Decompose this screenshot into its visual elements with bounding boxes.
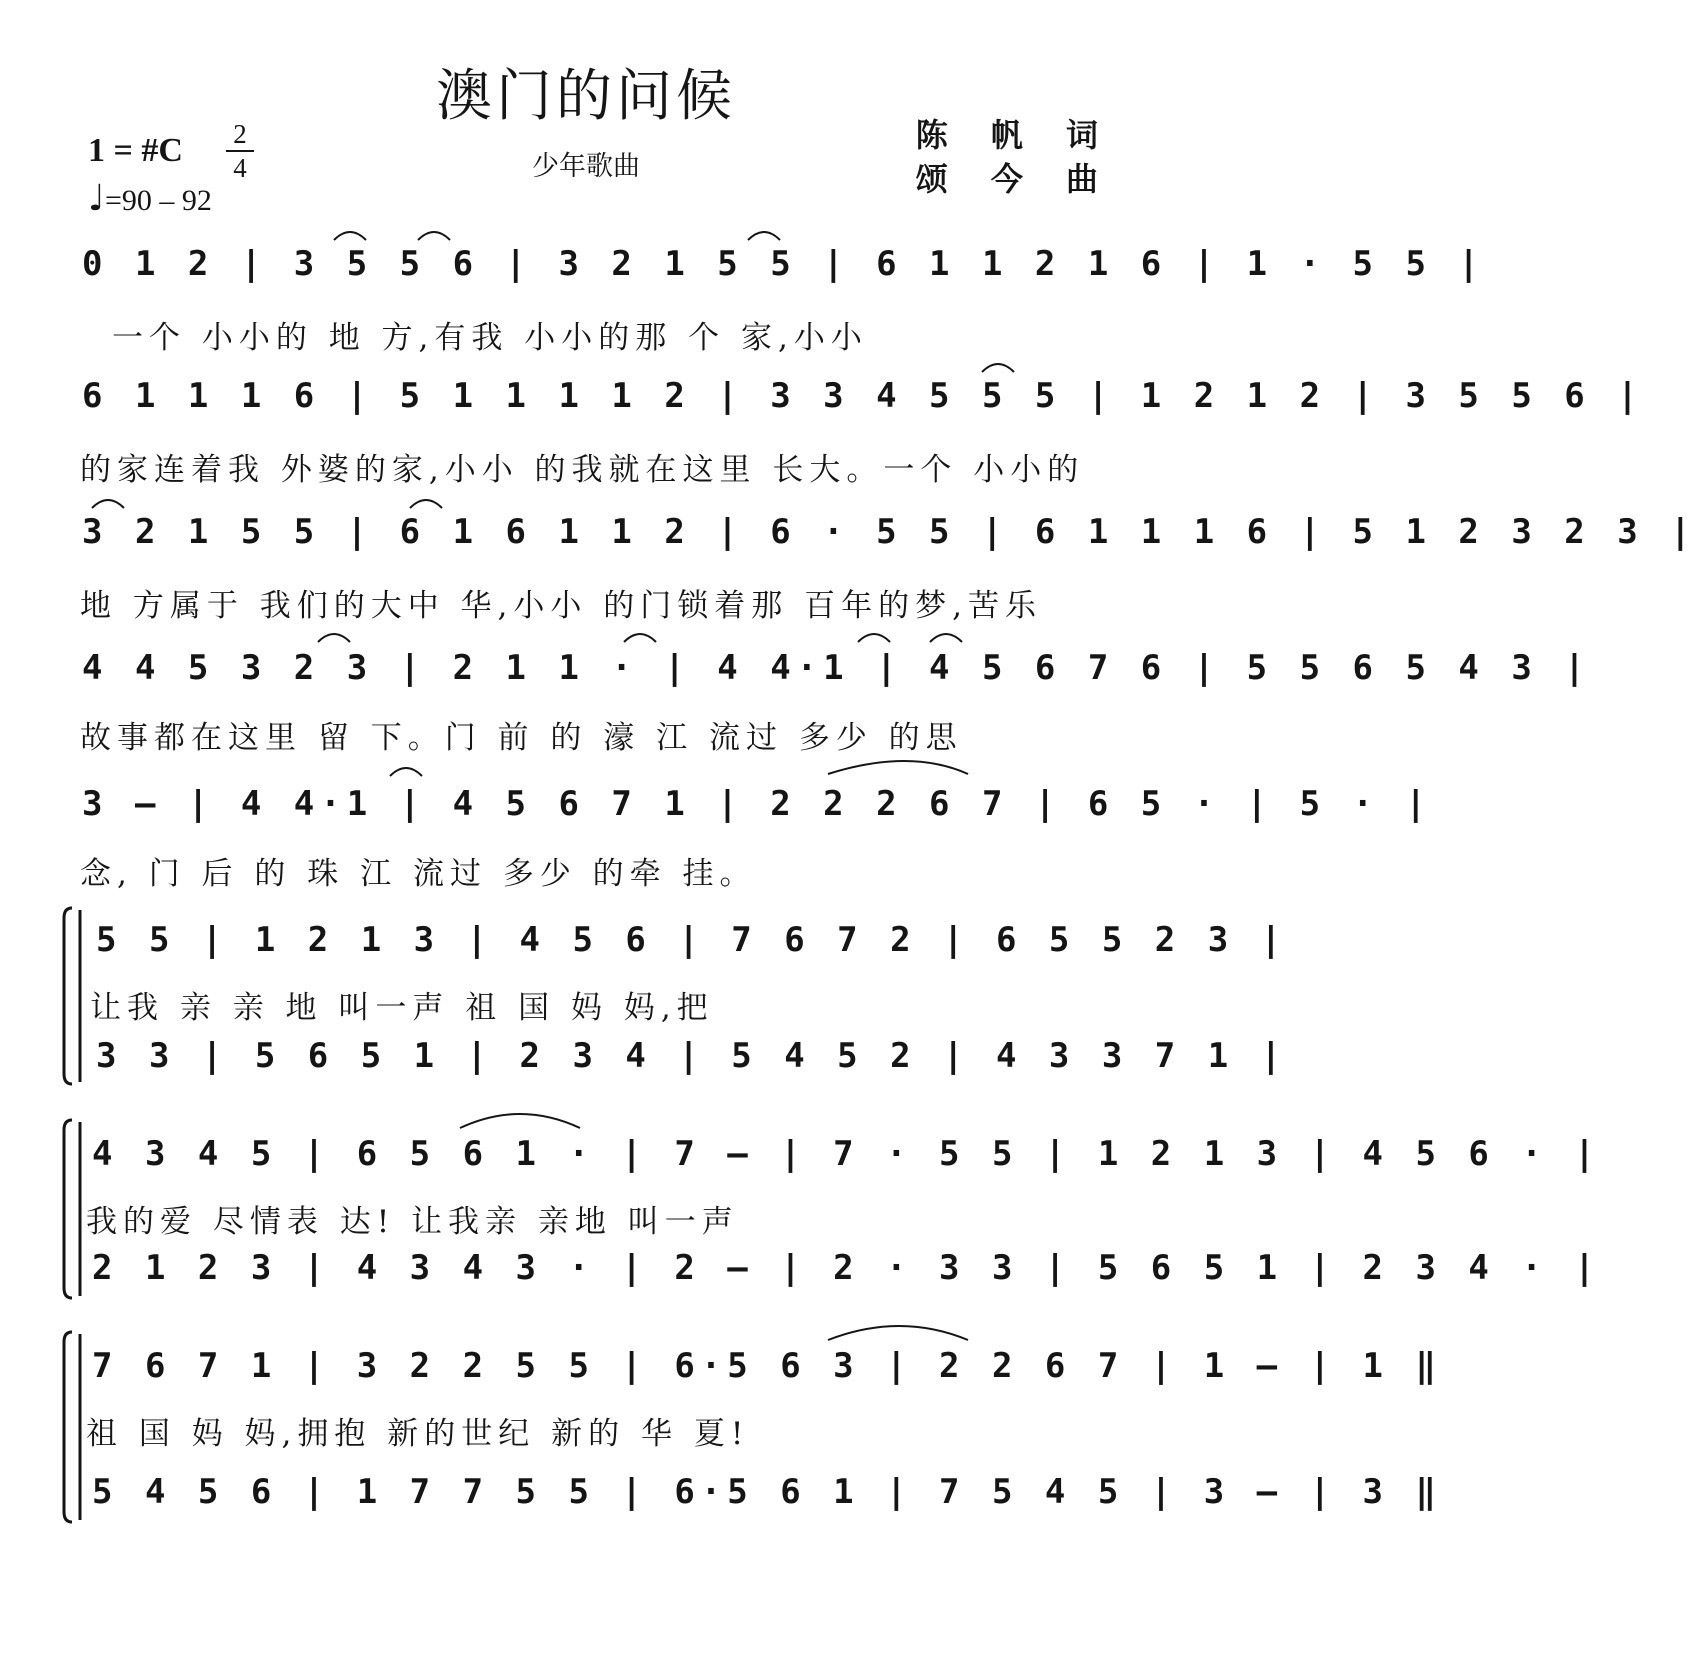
time-signature-bottom: 4 (233, 153, 247, 183)
time-signature-top: 2 (233, 119, 247, 149)
tempo-value: =90 – 92 (104, 184, 212, 217)
score-line-7-lower-notes: 2 1 2 3 | 4 3 4 3 · | 2 – | 2 · 3 3 | 5 6 5 1 | 2 3 4 · | (92, 1248, 1601, 1288)
score-line-5-lyrics: 念, 门 后 的 珠 江 流过 多少 的牵 挂。 (80, 856, 757, 892)
score-line-6-lyrics: 让我 亲 亲 地 叫一声 祖 国 妈 妈,把 (90, 990, 714, 1026)
score-line-1-lyrics: 一个 小小的 地 方,有我 小小的那 个 家,小小 (112, 320, 868, 356)
score-line-5-notes: 3 – | 4 4·1 | 4 5 6 7 1 | 2 2 2 6 7 | 6 5 · | 5 · | (82, 784, 1432, 824)
score-line-1-notes: 0 1 2 | 3 5 5 6 | 3 2 1 5 5 | 6 1 1 2 1 6 | 1 · 5 5 | (82, 244, 1485, 284)
score-line-3-lyrics: 地 方属于 我们的大中 华,小小 的门锁着那 百年的梦,苦乐 (80, 588, 1042, 624)
score-line-8-lower-notes: 5 4 5 6 | 1 7 7 5 5 | 6·5 6 1 | 7 5 4 5 | 3 – | 3 ‖ (92, 1472, 1442, 1512)
score-line-2-lyrics: 的家连着我 外婆的家,小小 的我就在这里 长大。一个 小小的 (80, 452, 1085, 488)
score-line-7-lyrics: 我的爱 尽情表 达! 让我亲 亲地 叫一声 (86, 1204, 739, 1240)
score-line-6-upper-notes: 5 5 | 1 2 1 3 | 4 5 6 | 7 6 7 2 | 6 5 5 2 3 | (96, 920, 1288, 960)
score-line-2-notes: 6 1 1 1 6 | 5 1 1 1 1 2 | 3 3 4 5 5 5 | 1 2 1 2 | 3 5 5 6 | (82, 376, 1644, 416)
quarter-note-icon: ♩ (88, 178, 105, 219)
bracket-system-7 (64, 1120, 80, 1298)
score-line-7-upper-notes: 4 3 4 5 | 6 5 6 1 · | 7 – | 7 · 5 5 | 1 2 1 3 | 4 5 6 · | (92, 1134, 1601, 1174)
score-line-3-notes: 3 2 1 5 5 | 6 1 6 1 1 2 | 6 · 5 5 | 6 1 1 1 6 | 5 1 2 3 2 3 | (82, 512, 1697, 552)
song-subtitle: 少年歌曲 (532, 151, 640, 182)
score-line-4-notes: 4 4 5 3 2 3 | 2 1 1 · | 4 4·1 | 4 5 6 7 6 | 5 5 6 5 4 3 | (82, 648, 1591, 688)
score-line-6-lower-notes: 3 3 | 5 6 5 1 | 2 3 4 | 5 4 5 2 | 4 3 3 7 1 | (96, 1036, 1288, 1076)
song-title: 澳门的问候 (436, 64, 736, 129)
lyricist-credit: 陈 帆 词 (915, 116, 1114, 154)
key-signature: 1 = #C (88, 132, 183, 169)
score-line-8-lyrics: 祖 国 妈 妈,拥抱 新的世纪 新的 华 夏! (86, 1416, 750, 1452)
bracket-system-6 (64, 908, 80, 1084)
slur-marks (92, 232, 1014, 1340)
composer-credit: 颂 今 曲 (915, 160, 1114, 198)
score-line-8-upper-notes: 7 6 7 1 | 3 2 2 5 5 | 6·5 6 3 | 2 2 6 7 | 1 – | 1 ‖ (92, 1346, 1442, 1386)
score-line-4-lyrics: 故事都在这里 留 下。门 前 的 濠 江 流过 多少 的思 (80, 720, 963, 756)
bracket-system-8 (64, 1332, 80, 1522)
